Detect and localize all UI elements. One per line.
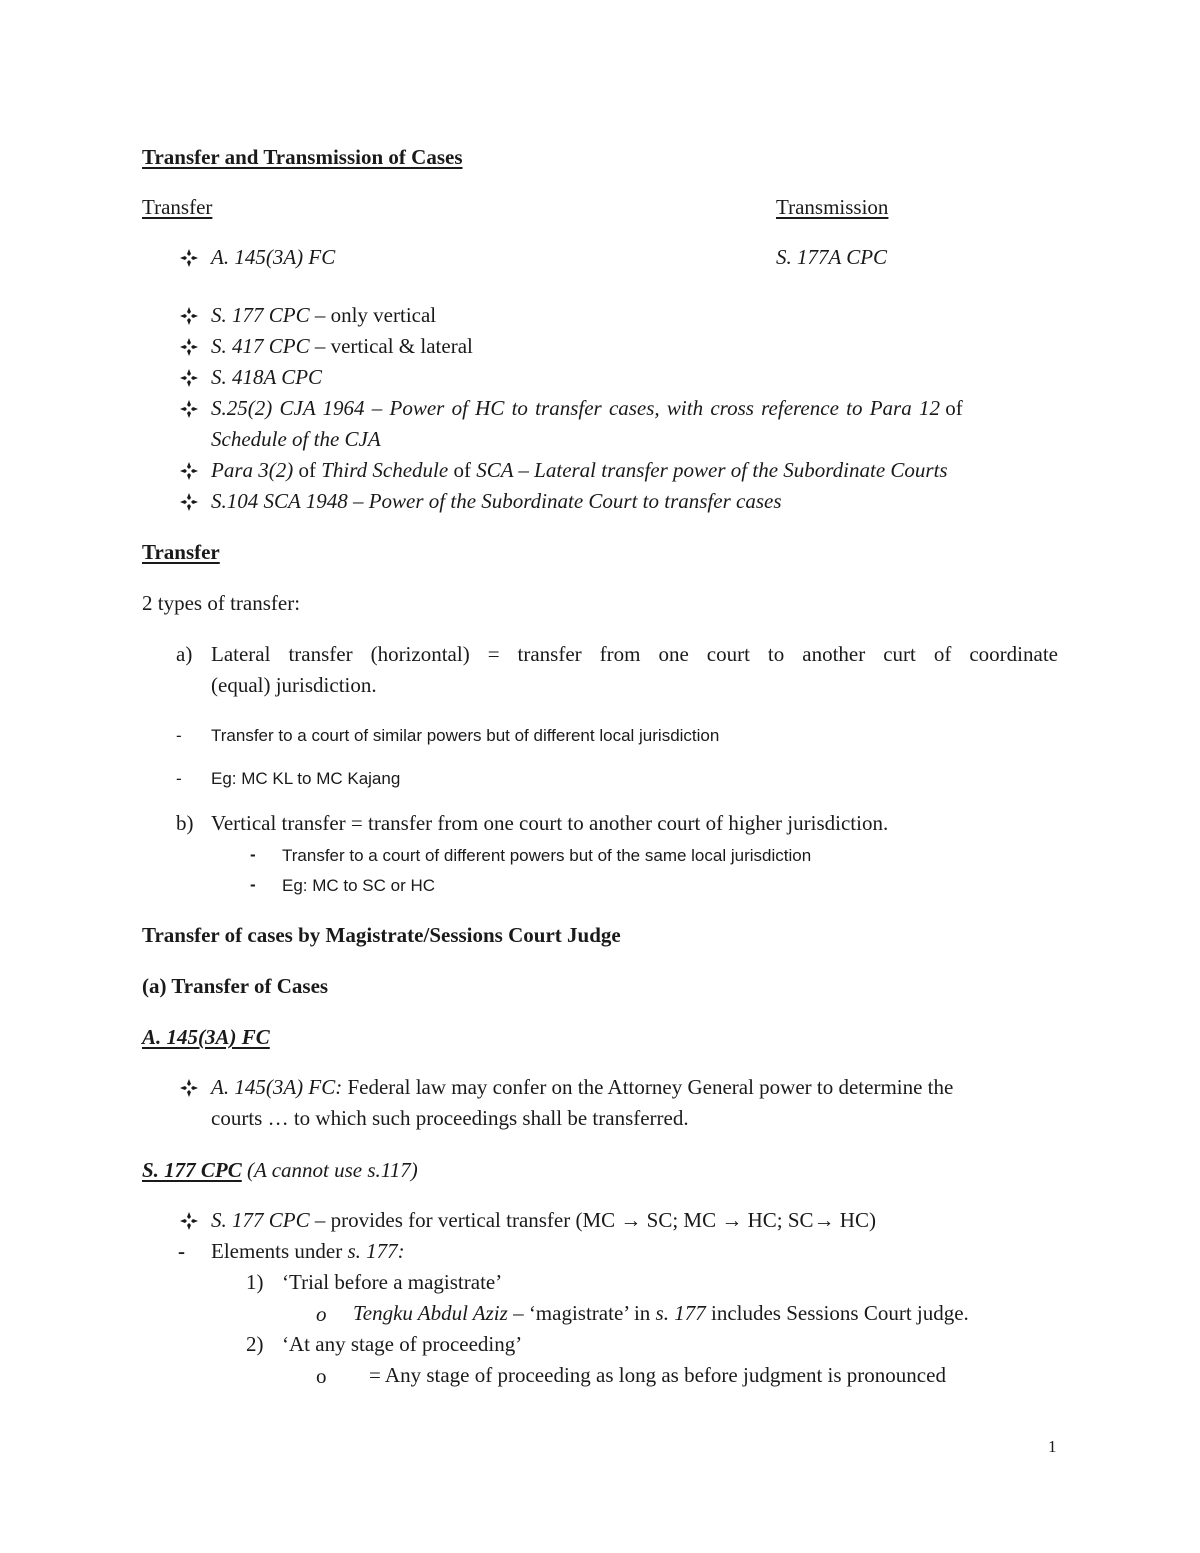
diamond-bullet-icon <box>180 307 198 325</box>
bullet-s177: S. 177 CPC – only vertical <box>211 303 437 327</box>
sub-heading: (a) Transfer of Cases <box>142 974 329 998</box>
element-1-sub: Tengku Abdul Aziz – ‘magistrate’ in s. 177 includes Sessions Court judge. <box>353 1301 969 1325</box>
bullet-s25-cja-line2: Schedule of the CJA <box>211 427 381 451</box>
type-a-label: a) <box>176 642 193 666</box>
diamond-bullet-icon <box>180 249 198 267</box>
diamond-bullet-icon <box>180 369 198 387</box>
types-intro: 2 types of transfer: <box>142 591 301 615</box>
article-bullet-line1: A. 145(3A) FC: Federal law may confer on the Attorney General power to determine the <box>211 1075 954 1099</box>
document-title: Transfer and Transmission of Cases <box>142 145 463 169</box>
element-2-text: ‘At any stage of proceeding’ <box>282 1332 523 1356</box>
transmission-column-header: Transmission <box>776 195 889 219</box>
transfer-column-header: Transfer <box>142 195 213 219</box>
diamond-bullet-icon <box>180 493 198 511</box>
diamond-bullet-icon <box>180 1079 198 1097</box>
diamond-bullet-icon <box>180 400 198 418</box>
bullet-s418a: S. 418A CPC <box>211 365 323 389</box>
element-1-num: 1) <box>246 1270 264 1294</box>
dash-marker: - <box>176 769 182 788</box>
bullet-s104: S.104 SCA 1948 – Power of the Subordinate Court to transfer cases <box>211 489 782 513</box>
article-heading: A. 145(3A) FC <box>142 1025 270 1049</box>
transfer-first-ref: A. 145(3A) FC <box>211 245 336 269</box>
type-b-dash1: Transfer to a court of different powers but of the same local jurisdiction <box>282 846 812 865</box>
type-b-line1: Vertical transfer = transfer from one court to another court of higher jurisdiction. <box>211 811 889 835</box>
bullet-para3: Para 3(2) of Third Schedule of SCA – Lateral transfer power of the Subordinate Courts <box>211 458 948 482</box>
type-a-line1: Lateral transfer (horizontal) = transfer from one court to another curt of coordinate <box>211 642 1058 666</box>
diamond-bullet-icon <box>180 338 198 356</box>
dash-marker: - <box>250 845 256 864</box>
elements-lead: Elements under s. 177: <box>211 1239 405 1263</box>
element-1-text: ‘Trial before a magistrate’ <box>282 1270 503 1294</box>
element-2-num: 2) <box>246 1332 264 1356</box>
sub-bullet-marker: o <box>316 1364 327 1388</box>
section-heading: Transfer of cases by Magistrate/Sessions Court Judge <box>142 923 621 947</box>
diamond-bullet-icon <box>180 462 198 480</box>
diamond-bullet-icon <box>180 1212 198 1230</box>
dash-marker: - <box>176 726 182 745</box>
page-number: 1 <box>1048 1437 1057 1456</box>
element-2-sub: = Any stage of proceeding as long as before judgment is pronounced <box>369 1363 946 1387</box>
type-a-line2: (equal) jurisdiction. <box>211 673 377 697</box>
sub-bullet-marker: o <box>316 1302 327 1326</box>
type-a-dash1: Transfer to a court of similar powers but of different local jurisdiction <box>211 726 720 745</box>
type-b-label: b) <box>176 811 194 835</box>
type-a-dash2: Eg: MC KL to MC Kajang <box>211 769 401 788</box>
bullet-s417: S. 417 CPC – vertical & lateral <box>211 334 473 358</box>
transfer-heading: Transfer <box>142 540 220 564</box>
type-b-dash2: Eg: MC to SC or HC <box>282 876 436 895</box>
s177-heading: S. 177 CPC (A cannot use s.117) <box>142 1158 418 1182</box>
s177-bullet: S. 177 CPC – provides for vertical transfer (MC → SC; MC → HC; SC→ HC) <box>211 1208 876 1232</box>
article-bullet-line2: courts … to which such proceedings shall be transferred. <box>211 1106 689 1130</box>
dash-marker: - <box>250 875 256 894</box>
transmission-first-ref: S. 177A CPC <box>776 245 888 269</box>
dash-marker: - <box>178 1239 185 1263</box>
bullet-s25-cja-line1: S.25(2) CJA 1964 – Power of HC to transfer cases, with cross reference to Para 12 of <box>211 396 963 420</box>
